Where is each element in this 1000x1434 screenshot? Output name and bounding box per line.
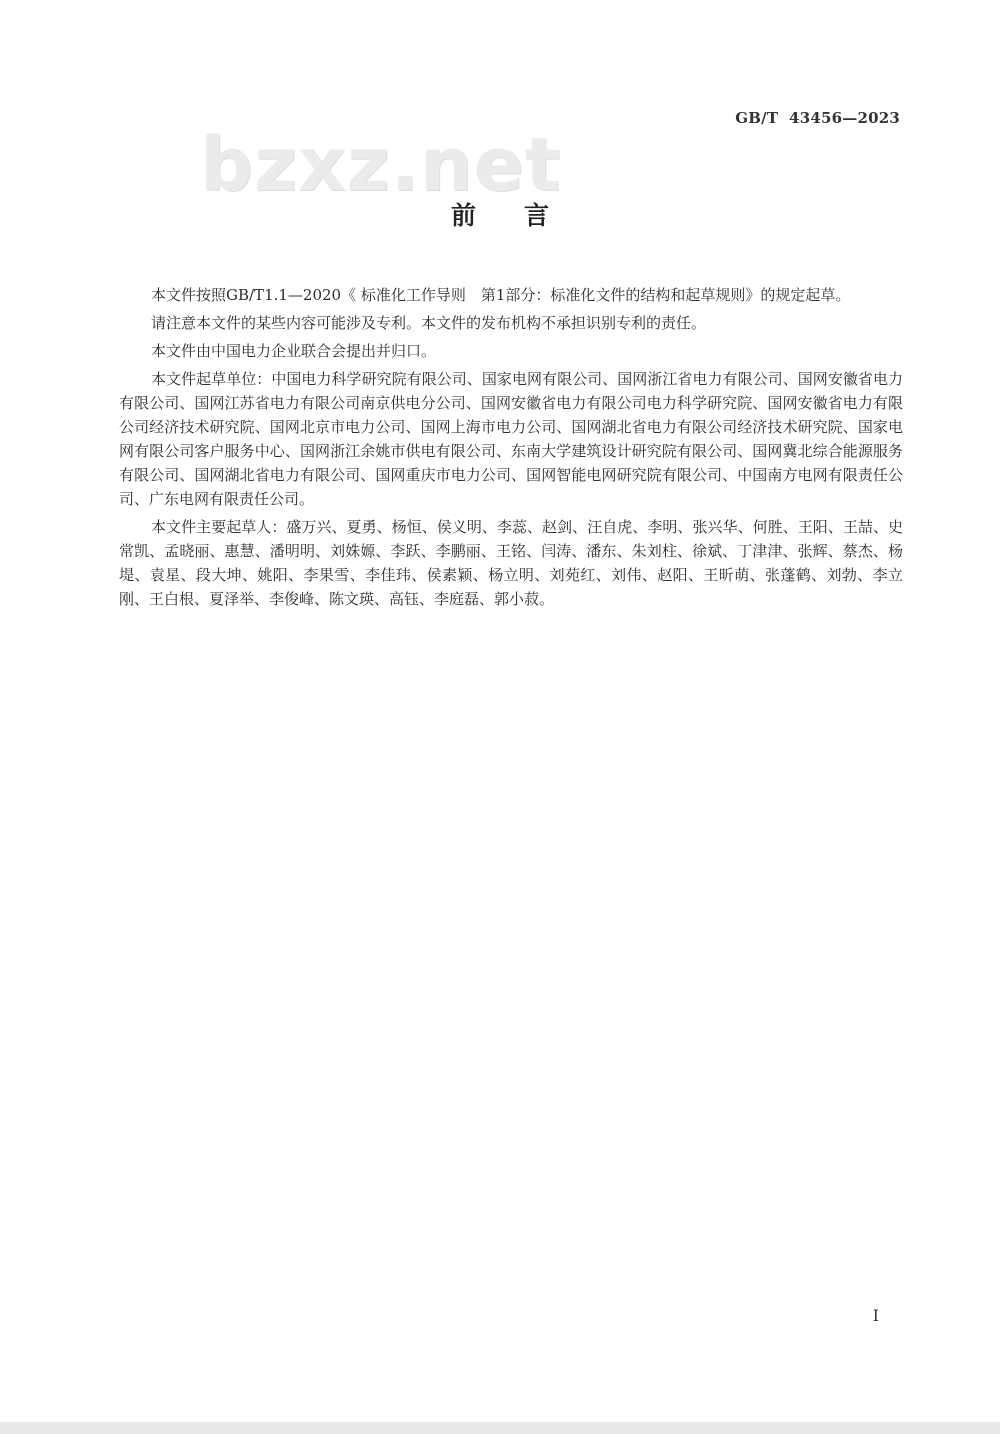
page-number: I	[872, 1306, 879, 1325]
paragraph-proposer: 本文件由中国电力企业联合会提出并归口。	[151, 342, 437, 360]
paragraph-drafting-basis: 本文件按照GB/T1.1—2020《 标准化工作导则 第1部分：标准化文件的结构和起草规则》的规定起草。	[151, 286, 851, 304]
paragraph-patent-notice: 请注意本文件的某些内容可能涉及专利。本文件的发布机构不承担识别专利的责任。	[151, 314, 707, 332]
paragraph-drafting-units: 本文件起草单位：中国电力科学研究院有限公司、国家电网有限公司、国网浙江省电力有限公司、国网安徽省电力有限公司、国网江苏省电力有限公司南京供电分公司、国网安徽省电力有限公司电力科学研究院、国网安徽省电力有限公司经济技术研究院、国网北京市电力公司、国网上海市电力公司、国网湖北省电力有限公司经济技术研究院、国家电网有限公司客户服务中心、国网浙江余姚市供电有限公司、东南大学建筑设计研究院有限公司、国网冀北综合能源服务有限公司、国网湖北省电力有限公司、国网重庆市电力公司、国网智能电网研究院有限公司、中国南方电网有限责任公司、广东电网有限责任公司。	[119, 370, 903, 508]
standard-number: GB/T 43456—2023	[735, 109, 900, 127]
watermark: bzxz.net	[200, 122, 562, 208]
title-char-2: 言	[524, 201, 550, 230]
page-title	[0, 196, 1000, 232]
paragraph-drafters: 本文件主要起草人：盛万兴、夏勇、杨恒、侯义明、李蕊、赵剑、汪自虎、李明、张兴华、何胜、王阳、王喆、史常凯、孟晓丽、惠慧、潘明明、刘姝嫄、李跃、李鹏丽、王铭、闫涛、潘东、朱刘柱、徐斌、丁津津、张辉、蔡杰、杨堤、袁星、段大坤、姚阳、李果雪、李佳玮、侯素颖、杨立明、刘苑红、刘伟、赵阳、王昕萌、张蓬鹤、刘勃、李立刚、王白根、夏泽举、李俊峰、陈文瑛、高钰、李庭磊、郭小菽。	[119, 518, 903, 608]
viewer-bottom-strip	[0, 1422, 1000, 1434]
foreword-body	[119, 283, 903, 615]
title-char-1: 前	[450, 201, 476, 230]
